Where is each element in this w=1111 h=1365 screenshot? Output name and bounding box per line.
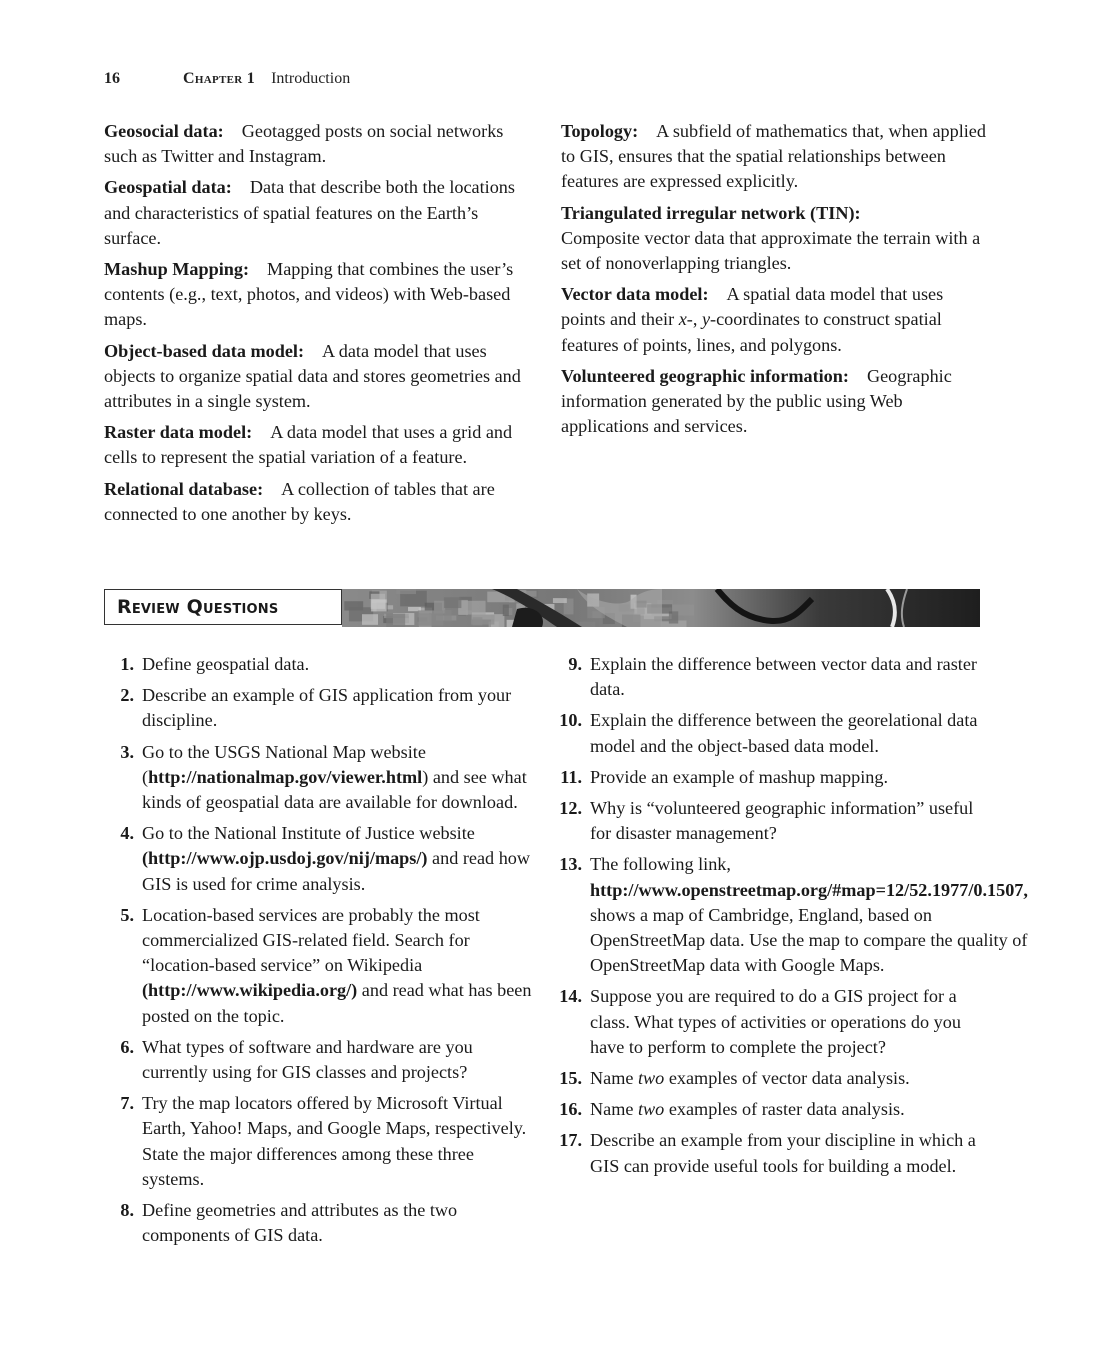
glossary-entry <box>104 119 534 169</box>
url-link[interactable]: http://www.openstreetmap.org/#map=12/52.1977/0.1507, <box>590 879 1028 900</box>
glossary-term: Object-based data model: <box>104 340 305 361</box>
question-number: 9. <box>568 654 582 674</box>
question-text <box>142 821 540 897</box>
glossary-right-column <box>561 119 991 445</box>
questions-right-column <box>558 652 1028 1185</box>
url-link[interactable]: (http://www.wikipedia.org/) <box>142 980 358 1001</box>
field-patch <box>362 614 378 625</box>
satellite-image <box>342 589 980 627</box>
url-link[interactable]: (http://www.ojp.usdoj.gov/nij/maps/) <box>142 848 428 869</box>
glossary-entry <box>104 339 534 415</box>
questions-left-column <box>110 652 540 1254</box>
question-number: 15. <box>559 1068 582 1089</box>
question-item <box>110 683 540 733</box>
field-patch <box>444 610 451 622</box>
question-item <box>558 852 1028 978</box>
question-text: What types of software and hardware are you currently using for GIS classes and projects? <box>142 1036 473 1083</box>
question-number: 5. <box>120 904 134 925</box>
glossary-definition: A subfield of mathematics that, when applied to GIS, ensures that the spatial relationships between features are expressed explicitly. <box>561 121 986 192</box>
glossary-definition: Geographic information generated by the public using Web applications and services. <box>561 365 952 437</box>
question-text: Define geospatial data. <box>142 654 310 674</box>
glossary-entry <box>561 119 991 195</box>
field-patch <box>386 614 405 627</box>
question-text: Define geometries and attributes as the two components of GIS data. <box>142 1200 458 1246</box>
question-number: 3. <box>120 741 134 762</box>
review-questions-banner <box>104 589 980 627</box>
chapter-title: Introduction <box>271 70 351 87</box>
glossary-term: Geosocial data: <box>104 121 224 141</box>
glossary-entry <box>104 420 534 470</box>
question-item <box>110 903 540 1029</box>
question-text-part: ) and see what kinds of geospatial data are available for download. <box>142 766 527 813</box>
question-text-part: and read how GIS is used for crime analysis. <box>142 848 531 894</box>
glossary-entry <box>561 364 991 440</box>
question-number: 10. <box>559 710 582 731</box>
definition-text: -coordinates to construct spatial features of points, lines, and polygons. <box>561 309 942 355</box>
field-patch <box>553 598 567 603</box>
field-patch <box>458 601 486 615</box>
glossary-definition: A data model that uses objects to organize spatial data and stores geometries and attributes in a single system. <box>104 340 521 412</box>
question-number: 12. <box>559 798 582 819</box>
glossary-definition: Mapping that combines the user’s contents (e.g., text, photos, and videos) with Web-based maps. <box>104 259 514 330</box>
question-text <box>590 852 1028 978</box>
question-item <box>558 708 988 758</box>
glossary-term: Triangulated irregular network (TIN): <box>561 202 861 223</box>
question-text <box>142 740 540 816</box>
question-number: 6. <box>120 1036 134 1057</box>
question-item <box>558 984 988 1060</box>
question-text-part: Go to the National Institute of Justice website <box>142 823 475 844</box>
question-text: Describe an example from your discipline in which a GIS can provide useful tools for building a model. <box>590 1130 976 1176</box>
question-item <box>110 740 540 816</box>
question-item <box>110 652 540 677</box>
question-number: 17. <box>559 1130 582 1151</box>
question-number: 2. <box>120 685 134 706</box>
question-text-part: and read what has been posted on the topic. <box>142 980 532 1026</box>
question-text <box>590 1066 988 1091</box>
question-text: Why is “volunteered geographic information” useful for disaster management? <box>590 798 974 844</box>
question-number: 1. <box>120 654 134 674</box>
glossary-entry <box>104 257 534 333</box>
glossary-term: Relational database: <box>104 478 264 499</box>
question-text-part: examples of vector data analysis. <box>664 1068 910 1089</box>
question-item <box>558 796 988 846</box>
definition-text: A spatial data model that uses points and their <box>561 284 944 330</box>
question-text: Provide an example of mashup mapping. <box>590 766 889 787</box>
question-emphasis: two <box>637 1068 665 1089</box>
question-number: 8. <box>120 1200 134 1221</box>
question-number: 11. <box>560 766 582 787</box>
definition-italic: x <box>678 309 687 330</box>
question-number: 16. <box>559 1099 582 1120</box>
glossary-entry <box>104 175 534 251</box>
question-text: Suppose you are required to do a GIS project for a class. What types of activities or operations do you have to perform to complete the project? <box>590 986 961 1057</box>
question-item <box>110 821 540 897</box>
question-text-part: Location-based services are probably the most commercialized GIS-related field. Search for “location-based service” on Wikipedia <box>142 904 480 976</box>
question-item <box>558 652 988 702</box>
running-head <box>104 70 350 88</box>
question-text: Describe an example of GIS application from your discipline. <box>142 685 512 731</box>
glossary-term: Volunteered geographic information: <box>561 365 849 386</box>
question-text: Try the map locators offered by Microsoft Virtual Earth, Yahoo! Maps, and Google Maps, respectively. State the major differences among these three systems. <box>142 1093 527 1189</box>
question-item <box>558 1128 988 1178</box>
question-text: Explain the difference between vector data and raster data. <box>590 654 977 700</box>
question-text-part: Name <box>590 1068 638 1089</box>
question-item <box>110 1091 540 1192</box>
glossary-left-column <box>104 119 534 533</box>
question-emphasis: two <box>637 1099 665 1120</box>
page-number: 16 <box>104 70 120 87</box>
section-title <box>104 589 342 625</box>
definition-italic: y <box>701 309 711 330</box>
glossary-definition: Geotagged posts on social networks such as Twitter and Instagram. <box>104 121 504 167</box>
question-text-part: Go to the USGS National Map website ( <box>142 741 426 787</box>
question-text-part: examples of raster data analysis. <box>664 1099 905 1120</box>
question-text-part: Name <box>590 1099 638 1120</box>
glossary-entry <box>561 201 991 277</box>
glossary-definition: A collection of tables that are connected to one another by keys. <box>104 478 495 524</box>
question-number: 7. <box>120 1093 134 1114</box>
question-item <box>558 1066 988 1091</box>
question-text: Explain the difference between the georelational data model and the object-based data model. <box>590 710 978 756</box>
glossary-term: Vector data model: <box>561 284 709 305</box>
field-patch <box>503 605 509 616</box>
glossary-term: Topology: <box>561 121 639 141</box>
field-patch <box>396 589 416 594</box>
question-number: 4. <box>120 823 134 844</box>
url-link[interactable]: http://nationalmap.gov/viewer.html <box>148 766 423 787</box>
field-patch <box>472 617 482 625</box>
question-item <box>110 1035 540 1085</box>
question-text <box>590 1097 988 1122</box>
question-number: 14. <box>559 986 582 1007</box>
glossary-entry <box>104 477 534 527</box>
field-patch <box>444 597 461 608</box>
section-title-text: Review Questions <box>117 596 279 618</box>
question-text <box>142 903 540 1029</box>
question-text-part: shows a map of Cambridge, England, based on OpenStreetMap data. Use the map to compare the quality of OpenStreetMap data with Google Maps. <box>590 904 1028 976</box>
glossary-term: Geospatial data: <box>104 177 232 198</box>
question-item <box>558 765 988 790</box>
satellite-imagery-banner <box>342 589 980 627</box>
glossary-term: Raster data model: <box>104 422 253 443</box>
field-patch <box>418 610 444 625</box>
glossary-definition: Data that describe both the locations and characteristics of spatial features on the Earth’s surface. <box>104 177 515 248</box>
glossary-definition: A data model that uses a grid and cells to represent the spatial variation of a feature. <box>104 422 513 468</box>
chapter-label: Chapter 1 <box>183 70 256 87</box>
question-text-part: The following link, <box>590 854 731 875</box>
question-item <box>110 1198 540 1248</box>
question-number: 13. <box>559 854 582 875</box>
glossary-term: Mashup Mapping: <box>104 259 250 280</box>
glossary-entry <box>561 282 991 358</box>
definition-text: -, <box>686 309 702 330</box>
field-patch <box>371 599 387 611</box>
glossary-definition: Composite vector data that approximate the terrain with a set of nonoverlapping triangles. <box>561 227 981 274</box>
question-item <box>558 1097 988 1122</box>
